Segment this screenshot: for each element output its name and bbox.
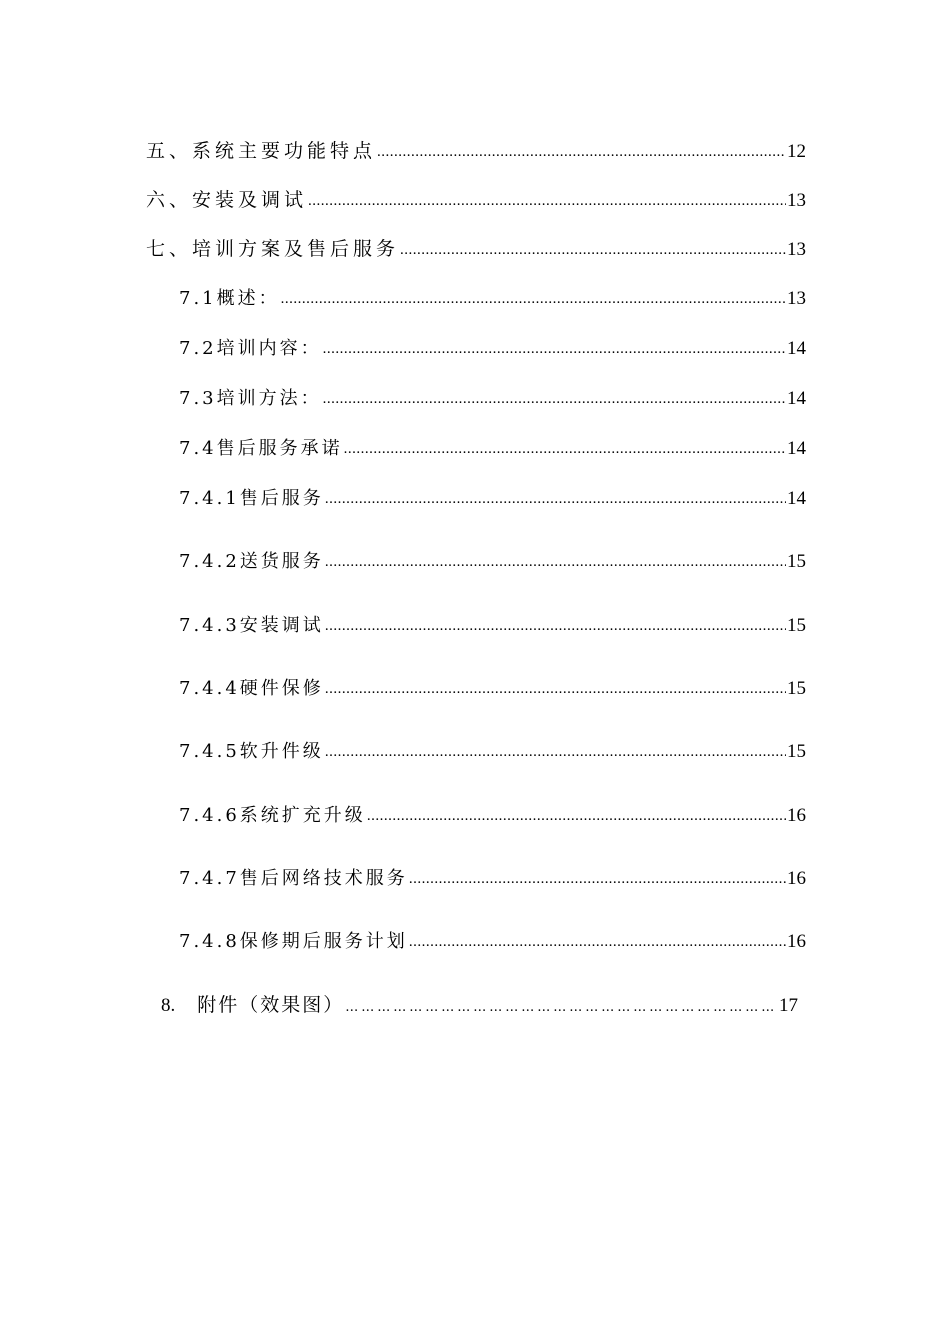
toc-entry-section-7[interactable] — [146, 237, 806, 263]
toc-entry-7-4-6[interactable] — [179, 804, 806, 829]
toc-entry-7-1[interactable] — [179, 287, 806, 312]
toc-entry-label: 7.4.5软升件级 — [179, 741, 324, 762]
toc-entry-label: 7.4.3安装调试 — [179, 615, 324, 636]
toc-page-number: 14 — [787, 338, 806, 359]
toc-entry-7-4[interactable] — [179, 437, 806, 462]
toc-leader-dots — [400, 238, 786, 262]
toc-page-number: 16 — [787, 931, 806, 952]
toc-entry-number: 8. — [161, 995, 176, 1016]
toc-leader-dots — [325, 487, 786, 511]
toc-page-number: 16 — [787, 868, 806, 889]
toc-entry-7-4-5[interactable] — [179, 740, 806, 765]
toc-entry-label: 7.2培训内容： — [179, 338, 322, 359]
toc-entry-label: 7.4.1售后服务 — [179, 488, 324, 509]
toc-page-number: 15 — [787, 678, 806, 699]
toc-page-number: 13 — [787, 190, 806, 211]
toc-entry-appendix[interactable] — [161, 993, 798, 1020]
toc-leader-dots — [325, 677, 786, 701]
toc-entry-7-4-8[interactable] — [179, 930, 806, 955]
toc-entry-label: 7.3培训方法： — [179, 388, 322, 409]
toc-entry-label: 7.4.6系统扩充升级 — [179, 805, 366, 826]
toc-page-number: 13 — [787, 239, 806, 260]
toc-leader-dots — [323, 387, 786, 411]
toc-entry-label: 7.1概述： — [179, 288, 280, 309]
toc-entry-section-6[interactable] — [146, 188, 806, 214]
toc-leader-dots — [345, 996, 778, 1020]
toc-entry-label: 附件（效果图） — [197, 994, 345, 1016]
toc-entry-label: 七、培训方案及售后服务 — [146, 238, 400, 260]
toc-leader-dots — [325, 740, 786, 764]
toc-entry-label: 五、系统主要功能特点 — [146, 140, 377, 162]
toc-leader-dots — [325, 614, 786, 638]
toc-page-number: 17 — [779, 995, 798, 1016]
toc-leader-dots — [409, 930, 786, 954]
toc-entry-label: 7.4.4硬件保修 — [179, 678, 324, 699]
toc-leader-dots — [281, 287, 786, 311]
toc-page-number: 13 — [787, 288, 806, 309]
toc-leader-dots — [344, 437, 786, 461]
toc-leader-dots — [308, 189, 786, 213]
toc-entry-7-4-7[interactable] — [179, 867, 806, 892]
toc-entry-label: 7.4.7售后网络技术服务 — [179, 868, 408, 889]
toc-page-number: 14 — [787, 438, 806, 459]
toc-page-number: 14 — [787, 488, 806, 509]
toc-leader-dots — [323, 337, 786, 361]
toc-entry-7-3[interactable] — [179, 387, 806, 412]
toc-entry-7-2[interactable] — [179, 337, 806, 362]
toc-entry-7-4-4[interactable] — [179, 677, 806, 702]
toc-leader-dots — [377, 140, 786, 164]
toc-entry-7-4-2[interactable] — [179, 550, 806, 575]
toc-page-number: 15 — [787, 615, 806, 636]
toc-entry-label: 7.4售后服务承诺 — [179, 438, 343, 459]
toc-page-number: 14 — [787, 388, 806, 409]
toc-page-number: 15 — [787, 551, 806, 572]
toc-entry-7-4-3[interactable] — [179, 614, 806, 639]
toc-entry-section-5[interactable] — [146, 139, 806, 165]
toc-page-number: 15 — [787, 741, 806, 762]
toc-page-number: 16 — [787, 805, 806, 826]
toc-entry-label: 六、安装及调试 — [146, 189, 308, 211]
toc-entry-label: 7.4.8保修期后服务计划 — [179, 931, 408, 952]
toc-page-number: 12 — [787, 141, 806, 162]
toc-leader-dots — [409, 867, 786, 891]
toc-entry-label: 7.4.2送货服务 — [179, 551, 324, 572]
toc-leader-dots — [325, 550, 786, 574]
toc-entry-7-4-1[interactable] — [179, 487, 806, 512]
toc-leader-dots — [367, 804, 786, 828]
